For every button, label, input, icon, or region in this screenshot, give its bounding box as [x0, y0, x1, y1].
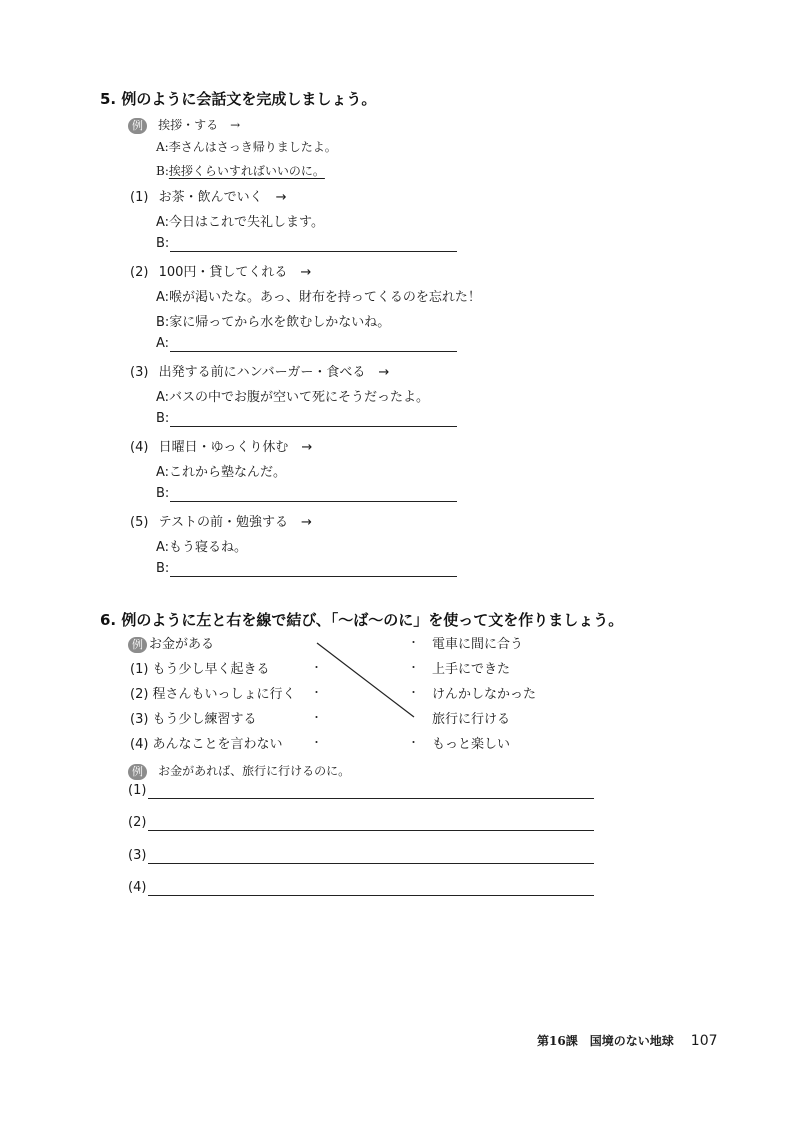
left-item-3: (3) もう少し練習する — [130, 712, 257, 727]
left-bullet[interactable]: ・ — [311, 686, 322, 699]
item-5-blank-label: B: — [156, 561, 170, 576]
answer-label-2: (2) — [128, 815, 147, 830]
left-bullet[interactable]: ・ — [311, 661, 322, 674]
item-5-line-a: A:もう寝るね。 — [156, 540, 248, 555]
right-bullet[interactable]: ・ — [408, 686, 419, 699]
item-3-blank-label: B: — [156, 411, 170, 426]
section6-example-row — [128, 760, 350, 780]
item-number: (3) — [130, 365, 149, 380]
example-line-a: A:李さんはさっき帰りましたよ。 — [156, 140, 337, 154]
answer-label-1: (1) — [128, 783, 147, 798]
item-2-line-a: A:喉が渇いたな。あっ、財布を持ってくるのを忘れた！ — [156, 290, 481, 305]
section5-heading: 5. 例のように会話文を完成しましょう。 — [100, 90, 377, 108]
item-prompt: 日曜日・ゆっくり休む → — [158, 440, 313, 455]
right-item-2: 上手にできた — [432, 662, 511, 677]
item-3-line-a: A:バスの中でお腹が空いて死にそうだったよ。 — [156, 390, 430, 405]
right-item-3: けんかしなかった — [432, 687, 537, 702]
page-number: 107 — [690, 1033, 718, 1049]
item-prompt: 100円・貸してくれる → — [158, 265, 312, 280]
item-2-blank-label: A: — [156, 336, 170, 351]
item-number: (2) — [130, 265, 149, 280]
example-connector-line — [317, 643, 414, 717]
example-line-b-answer: 挨拶くらいすればいいのに。 — [168, 164, 325, 178]
answer-line-1[interactable] — [148, 798, 594, 799]
left-item-1: (1) もう少し早く起きる — [130, 662, 270, 677]
answer-line-2[interactable] — [148, 830, 594, 831]
item-prompt: 出発する前にハンバーガー・食べる → — [158, 365, 390, 380]
right-item-5: もっと楽しい — [432, 737, 511, 752]
answer-label-4: (4) — [128, 880, 147, 895]
item-prompt: テストの前・勉強する → — [158, 515, 312, 530]
lesson-title: 第16課 国境のない地球 — [537, 1034, 674, 1048]
example-badge: 例 — [128, 637, 147, 653]
left-bullet[interactable]: ・ — [311, 736, 322, 749]
item-1-line-a: A:今日はこれで失礼します。 — [156, 215, 325, 230]
item-4-line-a: A:これから塾なんだ。 — [156, 465, 287, 480]
item-number: (4) — [130, 440, 149, 455]
right-bullet[interactable]: ・ — [408, 636, 419, 649]
section6-heading: 6. 例のように左と右を線で結び、「〜ば〜のに」を使って文を作りましょう。 — [100, 611, 624, 629]
item-number: (1) — [130, 190, 149, 205]
example-badge: 例 — [128, 118, 147, 134]
item-2-line-b: B:家に帰ってから水を飲むしかないね。 — [156, 315, 391, 330]
example-badge: 例 — [128, 764, 147, 780]
item-prompt: お茶・飲んでいく → — [158, 190, 287, 205]
item-4-blank-label: B: — [156, 486, 170, 501]
page-footer — [537, 1030, 718, 1049]
example-line-b-prefix: B: — [156, 164, 169, 178]
item-1-blank-label: B: — [156, 236, 170, 251]
example-prompt: 挨拶・する → — [158, 118, 241, 132]
left-item-text: お金がある — [149, 637, 215, 652]
left-item-4: (4) あんなことを言わない — [130, 737, 283, 752]
right-item-4: 旅行に行ける — [432, 712, 511, 727]
answer-line-3[interactable] — [148, 863, 594, 864]
right-bullet[interactable]: ・ — [408, 661, 419, 674]
right-item-1: 電車に間に合う — [432, 637, 524, 652]
left-item-2: (2) 程さんもいっしょに行く — [130, 687, 296, 702]
item-number: (5) — [130, 515, 149, 530]
left-bullet[interactable]: ・ — [311, 711, 322, 724]
answer-line-4[interactable] — [148, 895, 594, 896]
example-sentence: お金があれば、旅行に行けるのに。 — [158, 764, 351, 778]
right-bullet[interactable]: ・ — [408, 736, 419, 749]
answer-label-3: (3) — [128, 848, 147, 863]
